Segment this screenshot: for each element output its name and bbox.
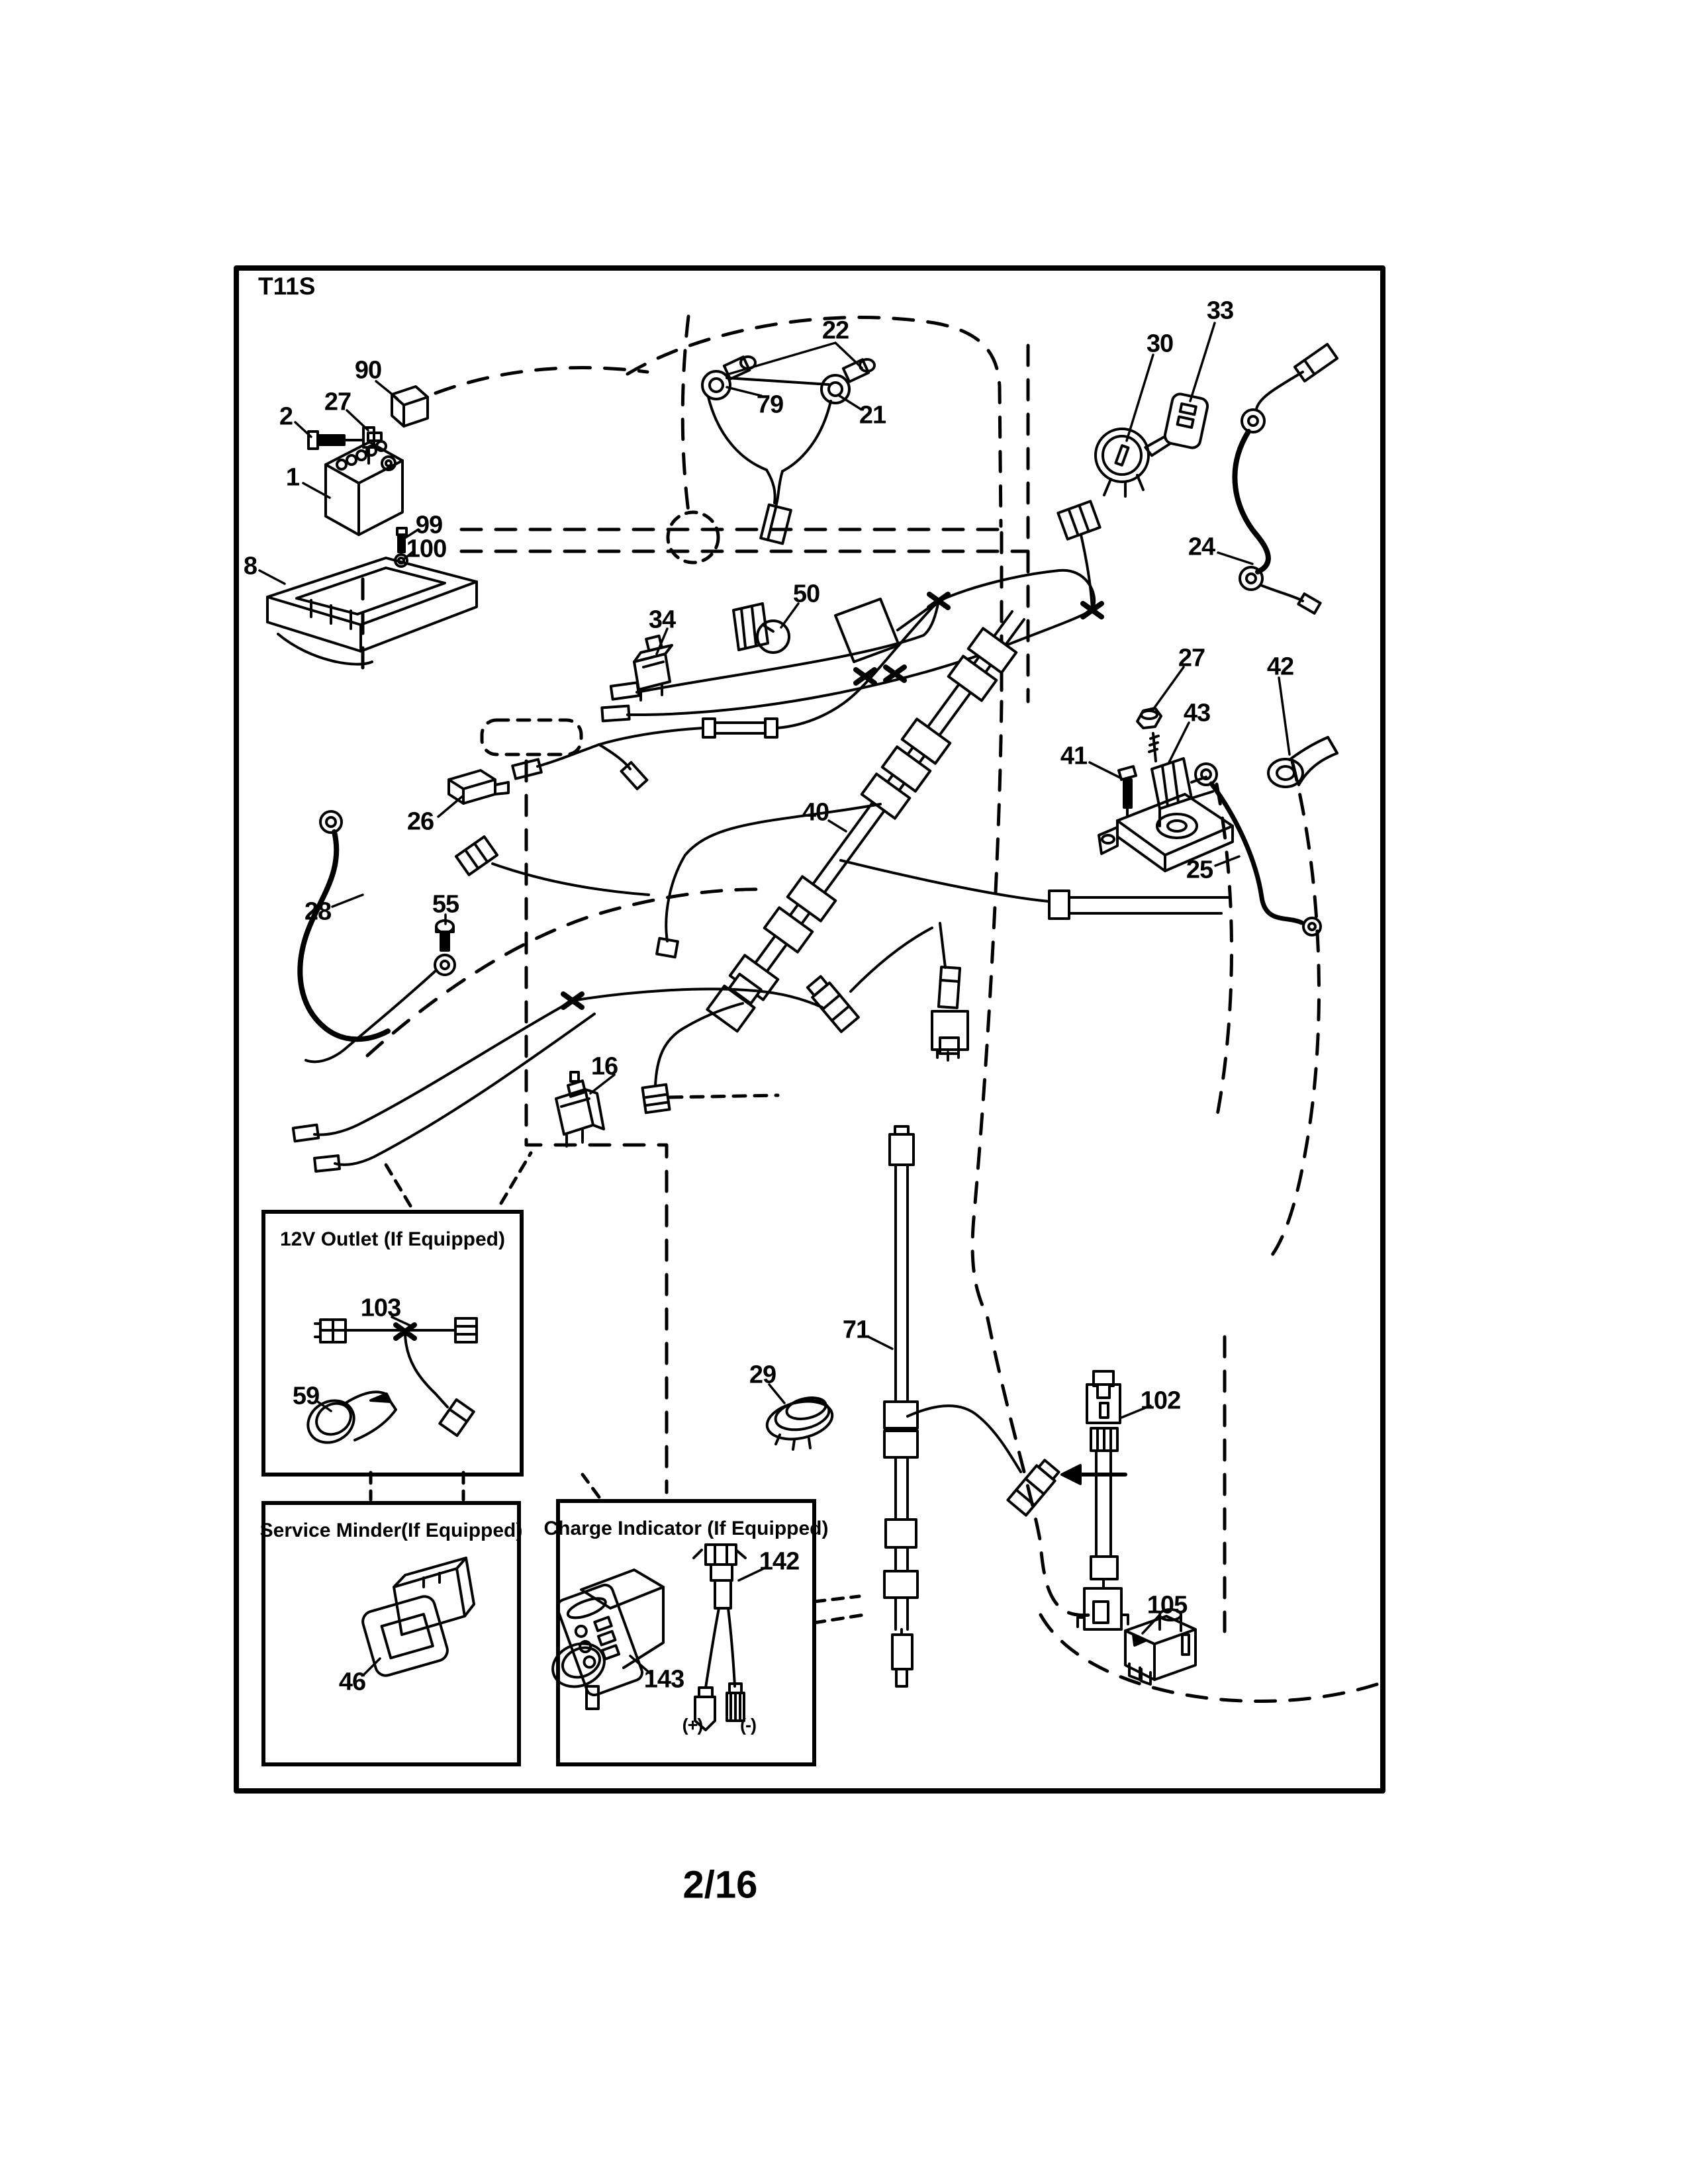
ignition-key xyxy=(1144,389,1209,465)
part-label-55: 55 xyxy=(432,890,459,919)
screw-55 xyxy=(306,921,455,1062)
clip-26 xyxy=(449,770,508,803)
part-label-2: 2 xyxy=(279,402,293,431)
inset-12v-outlet-title: 12V Outlet (If Equipped) xyxy=(279,1228,506,1250)
part-label-142: 142 xyxy=(759,1547,800,1576)
relay-105 xyxy=(1125,1610,1196,1684)
part-label-30: 30 xyxy=(1146,330,1174,358)
part-label-26: 26 xyxy=(406,807,434,836)
hour-meter-29 xyxy=(763,1394,835,1449)
part-label-(+): (+) xyxy=(682,1715,703,1735)
inset-service-minder xyxy=(261,1501,521,1766)
part-label-59: 59 xyxy=(292,1382,320,1410)
part-label-41: 41 xyxy=(1060,742,1088,770)
part-label-(-): (-) xyxy=(740,1715,756,1735)
inset-12v-outlet xyxy=(261,1210,524,1477)
part-label-71: 71 xyxy=(842,1316,870,1344)
part-label-43: 43 xyxy=(1183,699,1211,727)
part-label-34: 34 xyxy=(648,606,676,634)
seat-harness-71 xyxy=(884,1126,1061,1686)
page-number: 2/16 xyxy=(682,1863,758,1907)
part-label-90: 90 xyxy=(354,356,382,385)
part-label-33: 33 xyxy=(1206,296,1234,325)
part-label-79: 79 xyxy=(756,390,784,419)
headlight-harness xyxy=(702,357,874,543)
ground-cable-24 xyxy=(1235,344,1337,614)
battery-assembly xyxy=(267,387,477,664)
part-label-1: 1 xyxy=(285,463,300,492)
fuse-assembly-102 xyxy=(1062,1371,1128,1629)
part-label-27: 27 xyxy=(324,388,352,416)
module-plate xyxy=(835,599,935,662)
inset-charge-indicator xyxy=(543,1499,829,1766)
part-label-28: 28 xyxy=(304,897,332,926)
part-label-46: 46 xyxy=(338,1668,366,1696)
part-label-50: 50 xyxy=(792,580,820,608)
part-label-102: 102 xyxy=(1140,1387,1181,1415)
inset-charge-indicator-title: Charge Indicator (If Equipped) xyxy=(543,1518,829,1539)
chassis-dashed-outline xyxy=(360,316,1377,1702)
part-label-16: 16 xyxy=(590,1052,618,1081)
part-label-42: 42 xyxy=(1266,653,1294,681)
part-label-105: 105 xyxy=(1147,1591,1188,1619)
inset-service-minder-title: Service Minder(If Equipped) xyxy=(259,1520,523,1541)
interlock-wires-left xyxy=(293,1001,594,1171)
part-label-25: 25 xyxy=(1186,856,1213,884)
ignition-switch xyxy=(1096,429,1149,496)
harness-junction-wires xyxy=(456,501,1100,895)
model-code: T11S xyxy=(258,273,316,300)
part-label-29: 29 xyxy=(749,1361,776,1389)
part-label-143: 143 xyxy=(643,1665,684,1694)
ground-cable-28 xyxy=(300,811,388,1039)
part-label-99: 99 xyxy=(415,511,443,539)
part-label-40: 40 xyxy=(802,798,829,827)
part-label-103: 103 xyxy=(360,1294,401,1322)
terminal-boot-42 xyxy=(1268,737,1337,787)
part-label-21: 21 xyxy=(859,401,886,430)
part-label-100: 100 xyxy=(406,535,447,563)
interlock-switch-16 xyxy=(556,1072,604,1146)
bolt-41 xyxy=(1119,766,1136,815)
part-label-24: 24 xyxy=(1188,533,1215,561)
solenoid-43 xyxy=(1099,708,1233,871)
part-label-22: 22 xyxy=(821,316,849,345)
part-label-8: 8 xyxy=(243,552,258,580)
part-label-27: 27 xyxy=(1178,644,1205,672)
